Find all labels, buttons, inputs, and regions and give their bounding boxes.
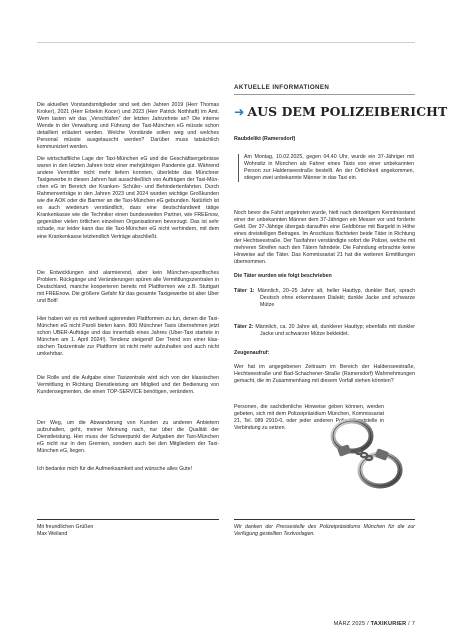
press-credit: Wir danken der Pressestelle des Polizeipräsidiums München für die zur Verfügung gestellten Textvorlagen. xyxy=(234,524,415,538)
contact-appeal: Personen, die sachdienliche Hinweise geben können, werden gebeten, sich mit dem Polizeipräsidium München, Kommissariat 21, Tel. 089 2910-0, oder jeder anderen Polizeidienststelle in Verbindung zu setzen. xyxy=(234,404,384,432)
signature-name: Max Weiland xyxy=(37,531,68,538)
perpetrator-2: Täter 2: Männlich, ca. 20 Jahre alt, dunklerer Hauttyp; ebenfalls mit dunkler Jacke und schwarzer Mütze bekleidet. xyxy=(234,324,415,338)
section-kicker: AKTUELLE INFORMATIONEN xyxy=(234,84,330,91)
footer-separator-2: / xyxy=(408,621,410,627)
letter-paragraph-6: Der Weg, um die Abwanderung von Kunden zu anderen Anbietern aufzuhalten, geht, meiner Meinung nach, nur über die Qualität der Dienstleistung. Hier muss der Schwerpunkt der Aufgaben der Taxi-München eG nicht nur in den Gremien, sondern auch bei den Mitgliedern der Taxi-München eG, liegen. xyxy=(37,420,219,455)
letter-paragraph-1: Die aktuellen Vorstandsmitglieder sind seit den Jahren 2019 (Herr Thomas Kroker), 2021 (Herr Erbekin Kocer) und 2023 (Herr Patrick Nothhaft) im Amt. Wem lasten wir das „Verschlafen“ der letzten Jahrzehnte an? Die interne Wende in der Verwaltung und Führung der Taxi-München eG müsste schon detailliert erläutert werden. Welche Vorstände sollen weg und welches Personal müsste ausgetauscht werden? Darüber muss tatsächlich kommuniziert werden. xyxy=(37,102,219,151)
arrow-right-icon: ➜ xyxy=(234,104,245,119)
right-footer-rule xyxy=(234,519,415,520)
top-divider xyxy=(37,42,415,43)
letter-paragraph-3: Die Entwicklungen sind alarmierend, aber kein München-spezifisches Problem. Rückgänge und Veränderungen spüren alle Vermittlungszentralen in Deutschland, manche kooperieren bereits mit Plattformen wie z.B. Stuttgart mit FREEnow. Die größere Gefahr für das gesamte Taxigewerbe ist aber Uber und Bolt! xyxy=(37,270,219,305)
letter-paragraph-2: Die wirtschaftliche Lage der Taxi-München eG und die Geschäftsergebnisse waren in den letzten Jahren trotz einer mehrjährigen Pandemie gut. Während andere Vermittler nicht mehr liefern konnten, überlebte das Münchner Taxigewerbe in diesen Jahren fast ausschließlich von Aufträgen der Taxi-München eG im Bereich der Kranken- Schüler- und Behindertenfahrten. Durch Rahmenverträge in den Jahren 2023 und 2024 wurden wichtige Großkunden wie die AOK oder die Barmer an die Taxi-München eG gebunden. Natürlich ist es auch wiederum verständlich, dass eine deutschlandweit tätige Krankenkasse wie die Techniker einen bundesweiten Partner, wie FREEnow, gegenüber vielen örtlichen einzelnen Organisationen bevorzugt. Das ist sehr schade, nur leider kann das die Taxi-München eG nicht verhindern, mit dem eine Krankenkasse letztendlich Verträge abschließt. xyxy=(37,156,219,240)
footer-separator: / xyxy=(367,621,369,627)
report-paragraph: Noch bevor die Fahrt angetreten wurde, hielt nach derzeitigem Kenntnisstand einer der unbekannten Männer dem 37-Jährigen ein Messer vor und forderte Geld. Der 37-Jährige übergab daraufhin eine Geldbörse mit Bargeld in Höhe eines dreistelligen Betrages. Im Anschluss flüchteten beide Täter in Richtung der Hechtseestraße. Der Taxifahrer verständigte sofort die Polizei, welche mit mehreren Streifen nach den Tätern fahndete. Die Fahndung erbrachte keine Hinweise auf die Täter. Das Kommissariat 21 hat die weiteren Ermittlungen übernommen. xyxy=(234,210,415,266)
perpetrators-heading: Die Täter wurden wie folgt beschrieben xyxy=(234,273,332,279)
headline-text: AUS DEM POLIZEIBERICHT xyxy=(247,104,448,119)
letter-paragraph-4: Hier haben wir es mit weltweit agierenden Plattformen zu tun, denen die Taxi-München eG nicht Paroli bieten kann. 800 Münchner Taxis übernehmen jetzt schon UBER-Aufträge und das innerhalb eines Jahres (Uber-Taxi startete in München am 1. April 2024!). Tendenz steigend! Der Trend von einer klassischen Taxizentrale zur Plattform ist nicht mehr aufzuhalten und auch nicht umkehrbar. xyxy=(37,316,219,358)
page-footer xyxy=(285,621,415,627)
kicker-rule xyxy=(234,94,415,95)
handcuffs-illustration xyxy=(316,406,416,498)
magazine-name: TAXIKURIER xyxy=(370,621,407,627)
report-intro-box: Am Montag, 10.02.2025, gegen 04.40 Uhr, wurde ein 37-Jähriger mit Wohnsitz in München als Fahrer eines Taxis von einer unbekannten Person zur Haldenseestraße bestellt. An der Örtlichkeit angekommen, stiegen zwei unbekannte Männer in das Taxi ein. xyxy=(238,154,414,182)
issue-date: MÄRZ 2025 xyxy=(333,621,366,627)
signature-greeting: Mit freundlichen Grüßen xyxy=(37,524,94,530)
letter-closing: Ich bedanke mich für die Aufmerksamkeit und wünsche alles Gute! xyxy=(37,466,192,472)
signature xyxy=(37,524,219,538)
report-location: Raubdelikt (Ramersdorf) xyxy=(234,136,296,142)
perpetrator-1: Täter 1: Männlich, 20–25 Jahre alt, heller Hauttyp, dunkler Bart, sprach Deutsch ohne erkennbaren Dialekt; dunkle Jacke und schwarze Mütze xyxy=(234,288,415,309)
witness-appeal: Wer hat im angegebenen Zeitraum im Bereich der Haldenseestraße, Hechtseestraße und Bad-Schachener-Straße (Ramersdorf) Wahrnehmungen gemacht, die im Zusammenhang mit diesem Vorfall stehen könnten? xyxy=(234,364,415,385)
page-number: 7 xyxy=(411,621,415,627)
left-footer-rule xyxy=(37,519,219,520)
page-title xyxy=(234,104,448,119)
letter-paragraph-5: Die Rolle und die Aufgabe einer Taxizentrale wird sich von der klassischen Vermittlung in Richtung Dienstleistung am Mitglied und der Bedienung von Kundensegmenten, die einen TOP-SERVICE benötigen, verändern. xyxy=(37,375,219,396)
witness-heading: Zeugenaufruf: xyxy=(234,350,270,356)
